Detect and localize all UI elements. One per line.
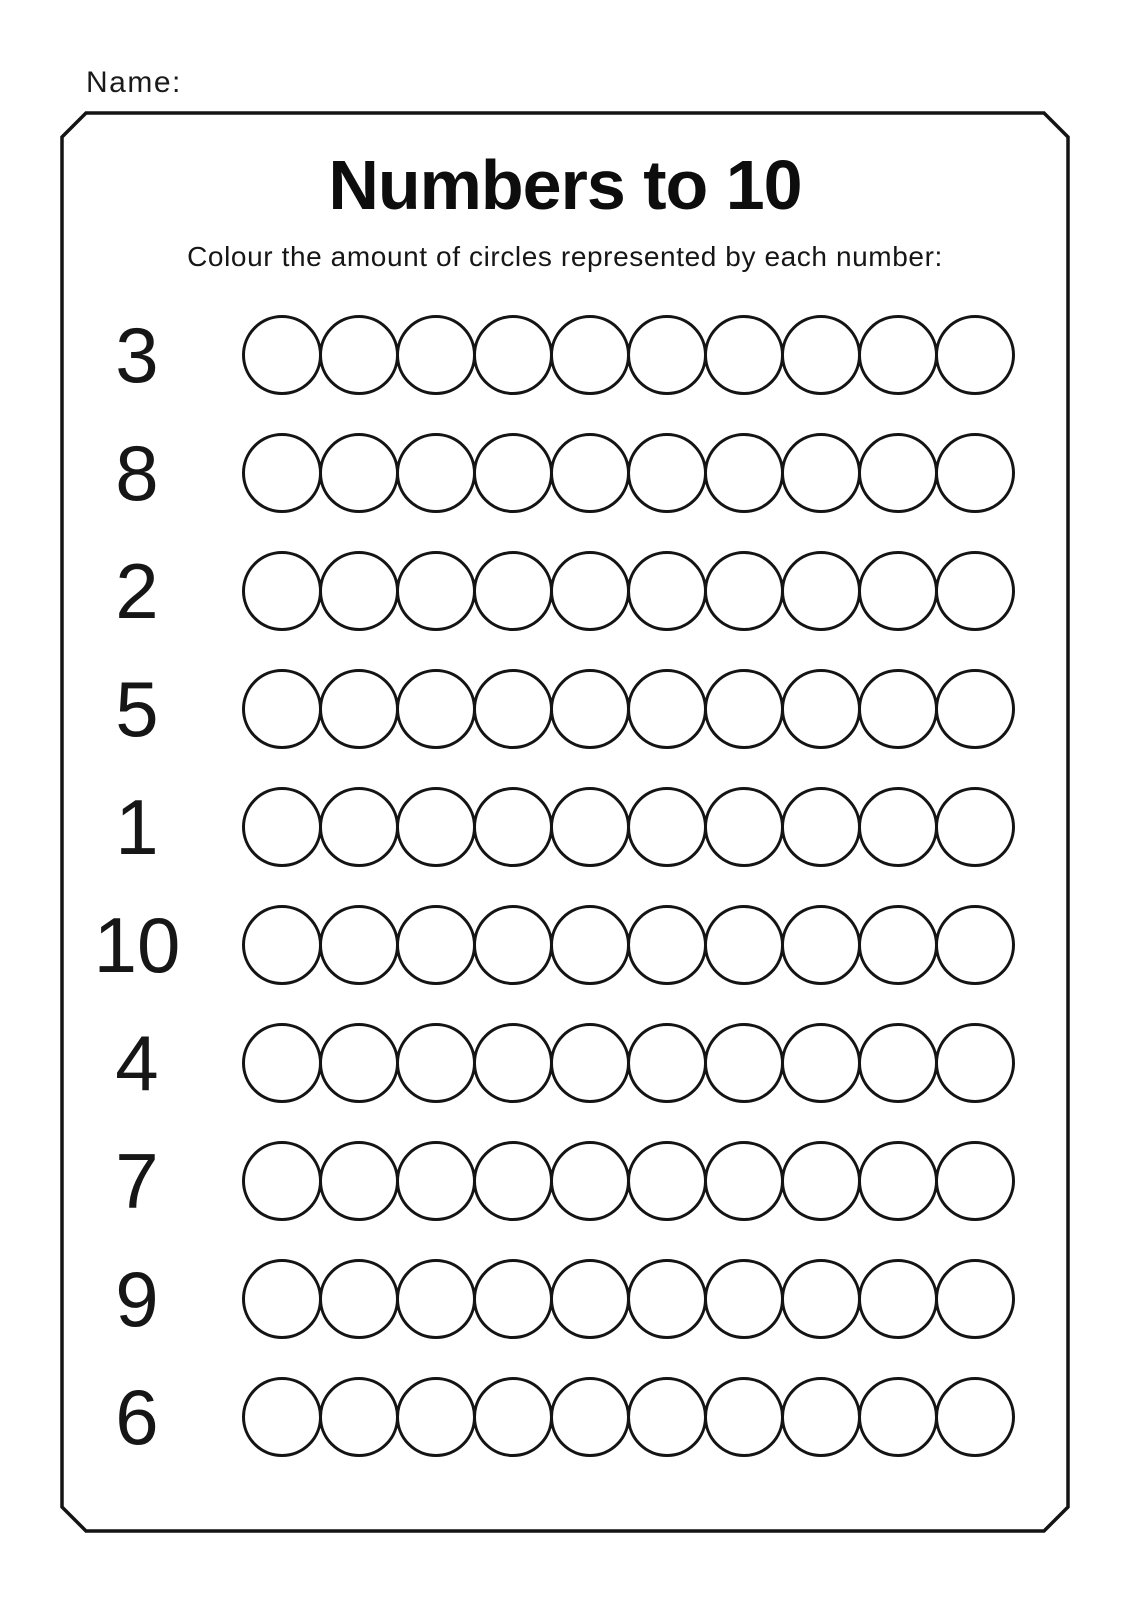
colour-circle[interactable] xyxy=(396,1141,476,1221)
row-number: 1 xyxy=(115,783,159,871)
colour-circle[interactable] xyxy=(935,1023,1015,1103)
colour-circle[interactable] xyxy=(627,787,707,867)
colour-circle[interactable] xyxy=(627,669,707,749)
colour-circle[interactable] xyxy=(242,551,322,631)
colour-circle[interactable] xyxy=(473,905,553,985)
colour-circle[interactable] xyxy=(781,551,861,631)
colour-circle[interactable] xyxy=(935,1259,1015,1339)
colour-circle[interactable] xyxy=(550,1377,630,1457)
colour-circle[interactable] xyxy=(396,669,476,749)
colour-circle[interactable] xyxy=(242,1259,322,1339)
colour-circle[interactable] xyxy=(319,433,399,513)
row-number: 5 xyxy=(115,665,159,753)
colour-circle[interactable] xyxy=(935,1377,1015,1457)
colour-circle[interactable] xyxy=(627,1023,707,1103)
colour-circle[interactable] xyxy=(858,1259,938,1339)
colour-circle[interactable] xyxy=(627,905,707,985)
colour-circle[interactable] xyxy=(781,433,861,513)
colour-circle[interactable] xyxy=(704,787,784,867)
colour-circle[interactable] xyxy=(627,1141,707,1221)
colour-circle[interactable] xyxy=(550,1141,630,1221)
colour-circle[interactable] xyxy=(935,433,1015,513)
worksheet-row xyxy=(62,1122,1068,1240)
colour-circle[interactable] xyxy=(781,1023,861,1103)
colour-circle[interactable] xyxy=(242,787,322,867)
circle-strip xyxy=(242,315,1012,395)
row-number: 2 xyxy=(115,547,159,635)
colour-circle[interactable] xyxy=(704,1023,784,1103)
worksheet-title: Numbers to 10 xyxy=(328,146,802,224)
colour-circle[interactable] xyxy=(550,551,630,631)
colour-circle[interactable] xyxy=(319,669,399,749)
colour-circle[interactable] xyxy=(781,1377,861,1457)
colour-circle[interactable] xyxy=(473,669,553,749)
colour-circle[interactable] xyxy=(396,1259,476,1339)
row-number: 8 xyxy=(115,429,159,517)
colour-circle[interactable] xyxy=(242,669,322,749)
colour-circle[interactable] xyxy=(319,1377,399,1457)
colour-circle[interactable] xyxy=(704,315,784,395)
colour-circle[interactable] xyxy=(704,905,784,985)
colour-circle[interactable] xyxy=(858,1377,938,1457)
colour-circle[interactable] xyxy=(473,433,553,513)
colour-circle[interactable] xyxy=(935,787,1015,867)
colour-circle[interactable] xyxy=(935,315,1015,395)
row-number: 10 xyxy=(93,901,181,989)
colour-circle[interactable] xyxy=(319,1023,399,1103)
colour-circle[interactable] xyxy=(550,1023,630,1103)
colour-circle[interactable] xyxy=(550,787,630,867)
worksheet-row xyxy=(62,650,1068,768)
circle-strip xyxy=(242,905,1012,985)
colour-circle[interactable] xyxy=(858,669,938,749)
colour-circle[interactable] xyxy=(704,433,784,513)
name-label: Name: xyxy=(86,66,182,99)
colour-circle[interactable] xyxy=(396,787,476,867)
colour-circle[interactable] xyxy=(550,1259,630,1339)
worksheet-row xyxy=(62,296,1068,414)
worksheet-row xyxy=(62,532,1068,650)
row-number: 4 xyxy=(115,1019,159,1107)
colour-circle[interactable] xyxy=(550,905,630,985)
colour-circle[interactable] xyxy=(858,315,938,395)
worksheet-row xyxy=(62,1240,1068,1358)
colour-circle[interactable] xyxy=(781,315,861,395)
colour-circle[interactable] xyxy=(473,315,553,395)
worksheet-row xyxy=(62,1004,1068,1122)
colour-circle[interactable] xyxy=(781,1141,861,1221)
colour-circle[interactable] xyxy=(627,1377,707,1457)
colour-circle[interactable] xyxy=(781,905,861,985)
colour-circle[interactable] xyxy=(242,433,322,513)
colour-circle[interactable] xyxy=(396,315,476,395)
colour-circle[interactable] xyxy=(627,1259,707,1339)
circle-strip xyxy=(242,551,1012,631)
colour-circle[interactable] xyxy=(319,787,399,867)
worksheet-row xyxy=(62,414,1068,532)
colour-circle[interactable] xyxy=(858,787,938,867)
colour-circle[interactable] xyxy=(242,905,322,985)
colour-circle[interactable] xyxy=(781,787,861,867)
colour-circle[interactable] xyxy=(935,1141,1015,1221)
colour-circle[interactable] xyxy=(858,1141,938,1221)
colour-circle[interactable] xyxy=(319,1141,399,1221)
worksheet-row xyxy=(62,886,1068,1004)
colour-circle[interactable] xyxy=(781,669,861,749)
colour-circle[interactable] xyxy=(319,551,399,631)
colour-circle[interactable] xyxy=(319,905,399,985)
colour-circle[interactable] xyxy=(242,315,322,395)
colour-circle[interactable] xyxy=(704,1259,784,1339)
colour-circle[interactable] xyxy=(627,315,707,395)
colour-circle[interactable] xyxy=(550,669,630,749)
colour-circle[interactable] xyxy=(319,1259,399,1339)
colour-circle[interactable] xyxy=(858,1023,938,1103)
colour-circle[interactable] xyxy=(319,315,399,395)
colour-circle[interactable] xyxy=(242,1141,322,1221)
worksheet-row xyxy=(62,1358,1068,1476)
colour-circle[interactable] xyxy=(704,1377,784,1457)
colour-circle[interactable] xyxy=(473,1259,553,1339)
row-number: 3 xyxy=(115,311,159,399)
colour-circle[interactable] xyxy=(781,1259,861,1339)
row-number: 7 xyxy=(115,1137,159,1225)
colour-circle[interactable] xyxy=(858,433,938,513)
colour-circle[interactable] xyxy=(704,669,784,749)
colour-circle[interactable] xyxy=(935,669,1015,749)
colour-circle[interactable] xyxy=(935,551,1015,631)
circle-strip xyxy=(242,787,1012,867)
worksheet-row xyxy=(62,768,1068,886)
colour-circle[interactable] xyxy=(242,1377,322,1457)
colour-circle[interactable] xyxy=(473,787,553,867)
colour-circle[interactable] xyxy=(550,315,630,395)
colour-circle[interactable] xyxy=(473,1141,553,1221)
colour-circle[interactable] xyxy=(473,1023,553,1103)
row-number: 6 xyxy=(115,1373,159,1461)
circle-strip xyxy=(242,669,1012,749)
colour-circle[interactable] xyxy=(396,905,476,985)
circle-strip xyxy=(242,1141,1012,1221)
colour-circle[interactable] xyxy=(396,551,476,631)
colour-circle[interactable] xyxy=(704,551,784,631)
worksheet-instruction: Colour the amount of circles represented by each number: xyxy=(187,241,943,272)
colour-circle[interactable] xyxy=(704,1141,784,1221)
circle-strip xyxy=(242,1023,1012,1103)
colour-circle[interactable] xyxy=(396,1377,476,1457)
worksheet-content xyxy=(62,113,1068,1531)
circle-strip xyxy=(242,1259,1012,1339)
row-number: 9 xyxy=(115,1255,159,1343)
colour-circle[interactable] xyxy=(627,551,707,631)
colour-circle[interactable] xyxy=(935,905,1015,985)
colour-circle[interactable] xyxy=(473,551,553,631)
circle-strip xyxy=(242,1377,1012,1457)
colour-circle[interactable] xyxy=(473,1377,553,1457)
circle-strip xyxy=(242,433,1012,513)
colour-circle[interactable] xyxy=(396,433,476,513)
rows-container xyxy=(62,296,1068,1476)
colour-circle[interactable] xyxy=(550,433,630,513)
colour-circle[interactable] xyxy=(858,905,938,985)
colour-circle[interactable] xyxy=(396,1023,476,1103)
colour-circle[interactable] xyxy=(858,551,938,631)
colour-circle[interactable] xyxy=(627,433,707,513)
colour-circle[interactable] xyxy=(242,1023,322,1103)
